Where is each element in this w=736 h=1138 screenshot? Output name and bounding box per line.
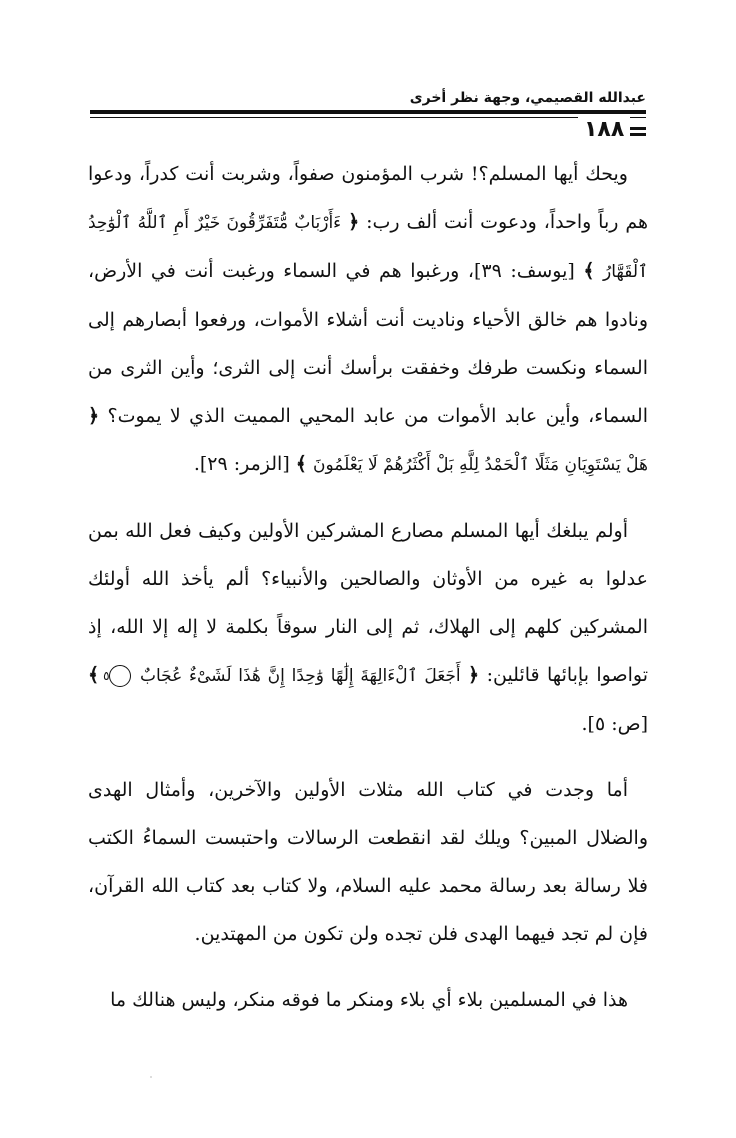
paragraph-1-text: ويحك أيها المسلم؟! شرب المؤمنون صفواً، وشربت أنت كدراً، ودعوا هم رباً واحداً، ودعوت أنت ألف رب:	[88, 163, 648, 233]
ayah-number-marker: ٥	[109, 665, 131, 687]
quran-bracket-open: ﴿	[468, 664, 480, 686]
quran-verse-zumar: هَلْ يَسْتَوِيَانِ مَثَلًا ٱلْحَمْدُ لِلَّهِ بَلْ أَكْثَرُهُمْ لَا يَعْلَمُونَ	[312, 455, 648, 475]
paragraph-4: هذا في المسلمين بلاء أي بلاء ومنكر ما فوقه منكر، وليس هنالك ما	[110, 989, 628, 1011]
quran-verse-sad: أَجَعَلَ ٱلْءَالِهَةَ إِلَٰهًا وَٰحِدًا إِنَّ هَٰذَا لَشَىْءٌ عُجَابٌ	[139, 666, 461, 686]
header-rule-thick	[90, 110, 646, 114]
paragraph-2-citation: [ص: ٥].	[581, 713, 648, 735]
quran-bracket-open: ﴿	[88, 405, 100, 427]
quran-bracket-open: ﴿	[348, 211, 360, 233]
running-header: عبدالله القصيمي، وجهة نظر أخرى	[409, 90, 646, 106]
body-text	[88, 150, 648, 1042]
paragraph-1-citation: [الزمر: ٢٩].	[193, 453, 296, 475]
quran-bracket-close: ﴾	[295, 453, 307, 475]
quran-bracket-close: ﴾	[583, 260, 595, 282]
paragraph-1	[88, 150, 648, 489]
paragraph-2-text: أولم يبلغك أيها المسلم مصارع المشركين الأولين وكيف فعل الله بمن عدلوا به غيره من الأوثان والصالحين والأنبياء؟ ألم يأخذ الله أولئك المشركين كلهم إلى الهلاك، ثم إلى النار سوقاً بكلمة لا إله إلا الله، إذ تواصوا بإبائها قائلين:	[88, 520, 649, 686]
header-rule-thin	[90, 117, 646, 118]
page-speck	[150, 1076, 152, 1078]
paragraph-2	[88, 507, 648, 748]
paragraph-1-middle: [يوسف: ٣٩]، ورغبوا هم في السماء ورغبت أنت في الأرض، ونادوا هم خالق الأحياء وناديت أنت أشلاء الأموات، ورفعوا أبصارهم إلى السماء ونكست طرفك وخفقت برأسك أنت إلى الثرى؛ وأين الثرى من السماء، وأين عابد الأموات من عابد المحيي المميت الذي لا يموت؟	[88, 260, 648, 427]
quran-verse-yusuf: ءَأَرْبَابٌ مُّتَفَرِّقُونَ خَيْرٌ أَمِ ٱللَّهُ ٱلْوَٰحِدُ ٱلْقَهَّارُ	[88, 213, 648, 282]
page-number: ١٨٨	[578, 117, 630, 143]
paragraph-3: أما وجدت في كتاب الله مثلات الأولين والآخرين، وأمثال الهدى والضلال المبين؟ ويلك لقد انقطعت الرسالات واحتبست السماءُ الكتب فلا رسالة بعد رسالة محمد عليه السلام، ولا كتاب بعد كتاب الله القرآن، فإن لم تجد فيهما الهدى فلن تجده ولن تكون من المهتدين.	[88, 779, 648, 945]
quran-bracket-close: ﴾	[88, 664, 100, 686]
